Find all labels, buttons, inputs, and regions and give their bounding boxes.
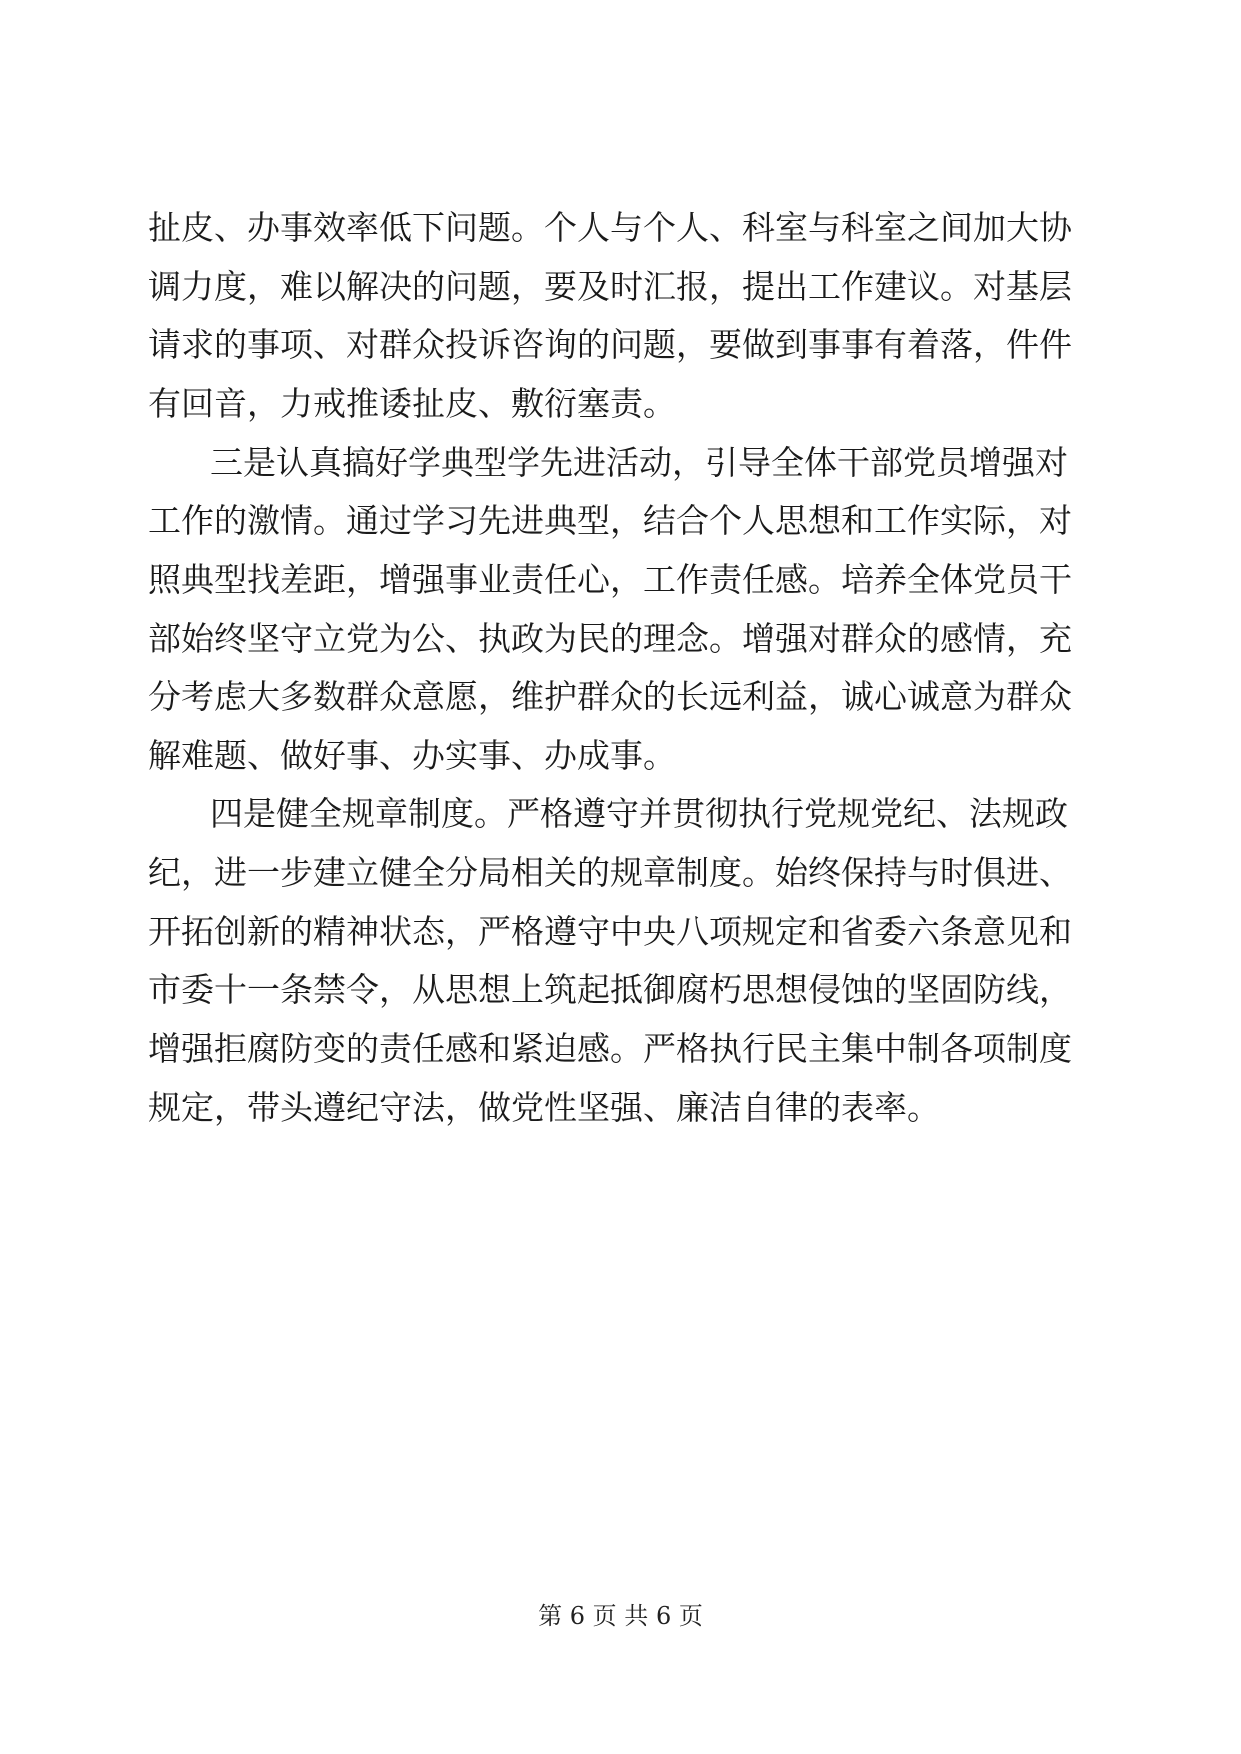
line-text: 请求的事项、对群众投诉咨询的问题，要做到事事有着落，件件	[148, 325, 1072, 364]
text-line	[0, 843, 1241, 903]
line-text: 照典型找差距，增强事业责任心，工作责任感。培养全体党员干	[148, 560, 1072, 599]
text-line	[0, 315, 1241, 375]
text-line	[0, 902, 1241, 962]
text-line	[0, 784, 1241, 844]
line-text: 增强拒腐防变的责任感和紧迫感。严格执行民主集中制各项制度	[148, 1029, 1072, 1068]
line-text: 有回音，力戒推诿扯皮、敷衍塞责。	[148, 384, 676, 423]
page-number-footer: 第 6 页 共 6 页	[538, 1602, 703, 1630]
text-line	[0, 433, 1241, 493]
text-line	[0, 609, 1241, 669]
text-line	[0, 1078, 1241, 1138]
text-line	[0, 1019, 1241, 1079]
text-line	[0, 198, 1241, 258]
text-line	[0, 257, 1241, 317]
text-line	[0, 667, 1241, 727]
line-text: 工作的激情。通过学习先进典型，结合个人思想和工作实际，对	[148, 501, 1072, 540]
line-text: 部始终坚守立党为公、执政为民的理念。增强对群众的感情，充	[148, 619, 1072, 658]
line-text: 分考虑大多数群众意愿，维护群众的长远利益，诚心诚意为群众	[148, 677, 1072, 716]
line-text: 规定，带头遵纪守法，做党性坚强、廉洁自律的表率。	[148, 1088, 940, 1127]
line-text: 调力度，难以解决的问题，要及时汇报，提出工作建议。对基层	[148, 267, 1072, 306]
line-text: 四是健全规章制度。严格遵守并贯彻执行党规党纪、法规政	[210, 794, 1068, 833]
line-text: 开拓创新的精神状态，严格遵守中央八项规定和省委六条意见和	[148, 912, 1072, 951]
line-text: 纪，进一步建立健全分局相关的规章制度。始终保持与时俱进、	[148, 853, 1072, 892]
line-text: 解难题、做好事、办实事、办成事。	[148, 736, 676, 775]
text-line	[0, 374, 1241, 434]
text-line	[0, 726, 1241, 786]
text-line	[0, 550, 1241, 610]
text-line	[0, 960, 1241, 1020]
line-text: 市委十一条禁令，从思想上筑起抵御腐朽思想侵蚀的坚固防线，	[148, 970, 1072, 1009]
line-text: 三是认真搞好学典型学先进活动，引导全体干部党员增强对	[210, 443, 1068, 482]
text-line	[0, 491, 1241, 551]
line-text: 扯皮、办事效率低下问题。个人与个人、科室与科室之间加大协	[148, 208, 1072, 247]
